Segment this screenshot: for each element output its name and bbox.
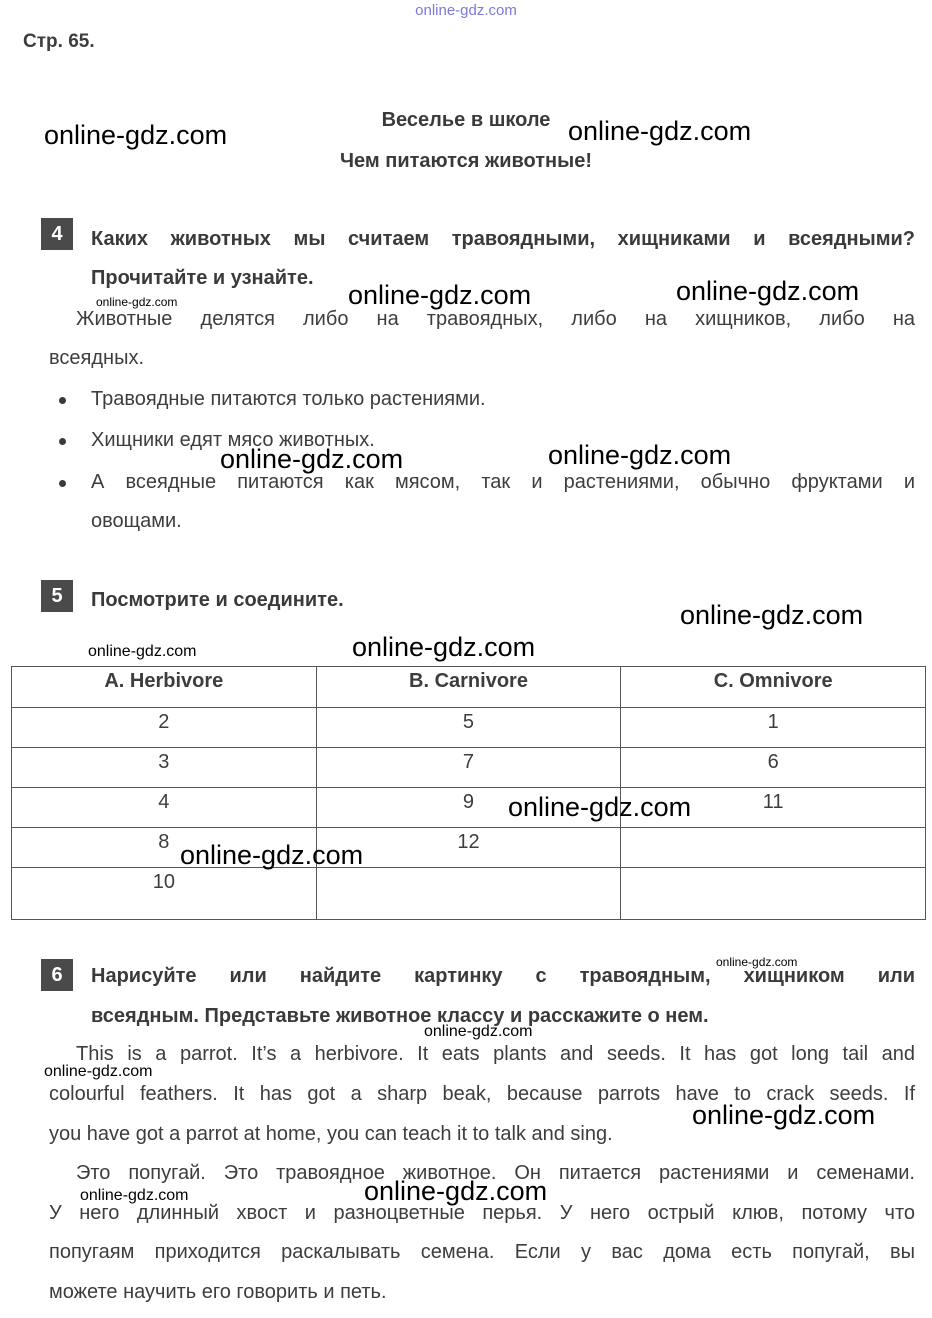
table-cell: 3 xyxy=(12,748,317,788)
bullet-item-omnivores-cont: овощами. xyxy=(91,510,182,532)
watermark: online-gdz.com xyxy=(96,295,178,309)
table-cell: 8 xyxy=(12,828,317,868)
bullet-icon xyxy=(59,480,66,487)
bullet-icon xyxy=(59,438,66,445)
top-watermark: online-gdz.com xyxy=(415,2,517,19)
exercise-6-heading-line2: всеядным. Представьте животное классу и расскажите о нем. xyxy=(91,1005,709,1027)
watermark: online-gdz.com xyxy=(180,840,364,870)
table-header-row xyxy=(12,667,926,708)
table-cell: 1 xyxy=(621,708,926,748)
russian-text-line2: У него длинный хвост и разноцветные перья. У него острый клюв, потому что xyxy=(49,1202,915,1224)
exercise-4-intro-line2: всеядных. xyxy=(49,347,144,369)
watermark: online-gdz.com xyxy=(80,1187,189,1204)
russian-text-line4: можете научить его говорить и петь. xyxy=(49,1281,387,1303)
table-row xyxy=(12,788,926,828)
exercise-6-heading-line1: Нарисуйте или найдите картинку с травоядным, хищником или xyxy=(91,965,915,987)
table-cell xyxy=(621,828,926,868)
bullet-item-omnivores: А всеядные питаются как мясом, так и растениями, обычно фруктами и xyxy=(91,471,915,493)
watermark: online-gdz.com xyxy=(568,116,752,146)
watermark: online-gdz.com xyxy=(508,792,692,822)
exercise-5-number: 5 xyxy=(41,580,73,612)
answer-table xyxy=(11,666,926,920)
watermark: online-gdz.com xyxy=(548,440,732,470)
watermark: online-gdz.com xyxy=(352,632,536,662)
column-header-carnivore: B. Carnivore xyxy=(316,667,621,708)
exercise-4-heading-line2: Прочитайте и узнайте. xyxy=(91,267,314,289)
exercise-4-number: 4 xyxy=(41,218,73,250)
russian-text-line3: попугаям приходится раскалывать семена. Если у вас дома есть попугай, вы xyxy=(49,1241,915,1263)
english-text-line1: This is a parrot. It’s a herbivore. It eats plants and seeds. It has got long tail and xyxy=(76,1043,915,1065)
watermark: online-gdz.com xyxy=(364,1176,548,1206)
watermark: online-gdz.com xyxy=(44,120,228,150)
watermark: online-gdz.com xyxy=(424,1023,533,1040)
watermark: online-gdz.com xyxy=(716,955,798,969)
table-row xyxy=(12,868,926,920)
watermark: online-gdz.com xyxy=(44,1063,153,1080)
watermark: online-gdz.com xyxy=(676,276,860,306)
table-row xyxy=(12,708,926,748)
table-cell xyxy=(316,868,621,920)
english-text-line2: colourful feathers. It has got a sharp beak, because parrots have to crack seeds. If xyxy=(49,1083,915,1105)
table-row xyxy=(12,748,926,788)
watermark: online-gdz.com xyxy=(348,280,532,310)
exercise-5-heading: Посмотрите и соедините. xyxy=(91,589,344,611)
table-cell: 4 xyxy=(12,788,317,828)
watermark: online-gdz.com xyxy=(220,444,404,474)
table-cell: 6 xyxy=(621,748,926,788)
bullet-icon xyxy=(59,397,66,404)
table-cell: 2 xyxy=(12,708,317,748)
page-subtitle: Чем питаются животные! xyxy=(340,150,592,172)
table-cell xyxy=(621,868,926,920)
table-cell: 9 xyxy=(316,788,621,828)
watermark: online-gdz.com xyxy=(680,600,864,630)
column-header-omnivore: C. Omnivore xyxy=(621,667,926,708)
exercise-4-heading-line1: Каких животных мы считаем травоядными, хищниками и всеядными? xyxy=(91,228,915,250)
bullet-item-carnivores: Хищники едят мясо животных. xyxy=(91,429,375,451)
table-cell: 10 xyxy=(12,868,317,920)
exercise-4-intro-line1: Животные делятся либо на травоядных, либо на хищников, либо на xyxy=(76,308,915,330)
bullet-item-herbivores: Травоядные питаются только растениями. xyxy=(91,388,486,410)
table-cell: 7 xyxy=(316,748,621,788)
watermark: online-gdz.com xyxy=(692,1100,876,1130)
page-number: Стр. 65. xyxy=(23,31,95,52)
english-text-line3: you have got a parrot at home, you can teach it to talk and sing. xyxy=(49,1123,613,1145)
exercise-6-number: 6 xyxy=(41,959,73,991)
watermark: online-gdz.com xyxy=(88,643,197,660)
column-header-herbivore: A. Herbivore xyxy=(12,667,317,708)
page-title: Веселье в школе xyxy=(381,109,551,131)
table-cell: 12 xyxy=(316,828,621,868)
table-cell: 5 xyxy=(316,708,621,748)
table-cell: 11 xyxy=(621,788,926,828)
table-row xyxy=(12,828,926,868)
russian-text-line1: Это попугай. Это травоядное животное. Он питается растениями и семенами. xyxy=(76,1162,915,1184)
